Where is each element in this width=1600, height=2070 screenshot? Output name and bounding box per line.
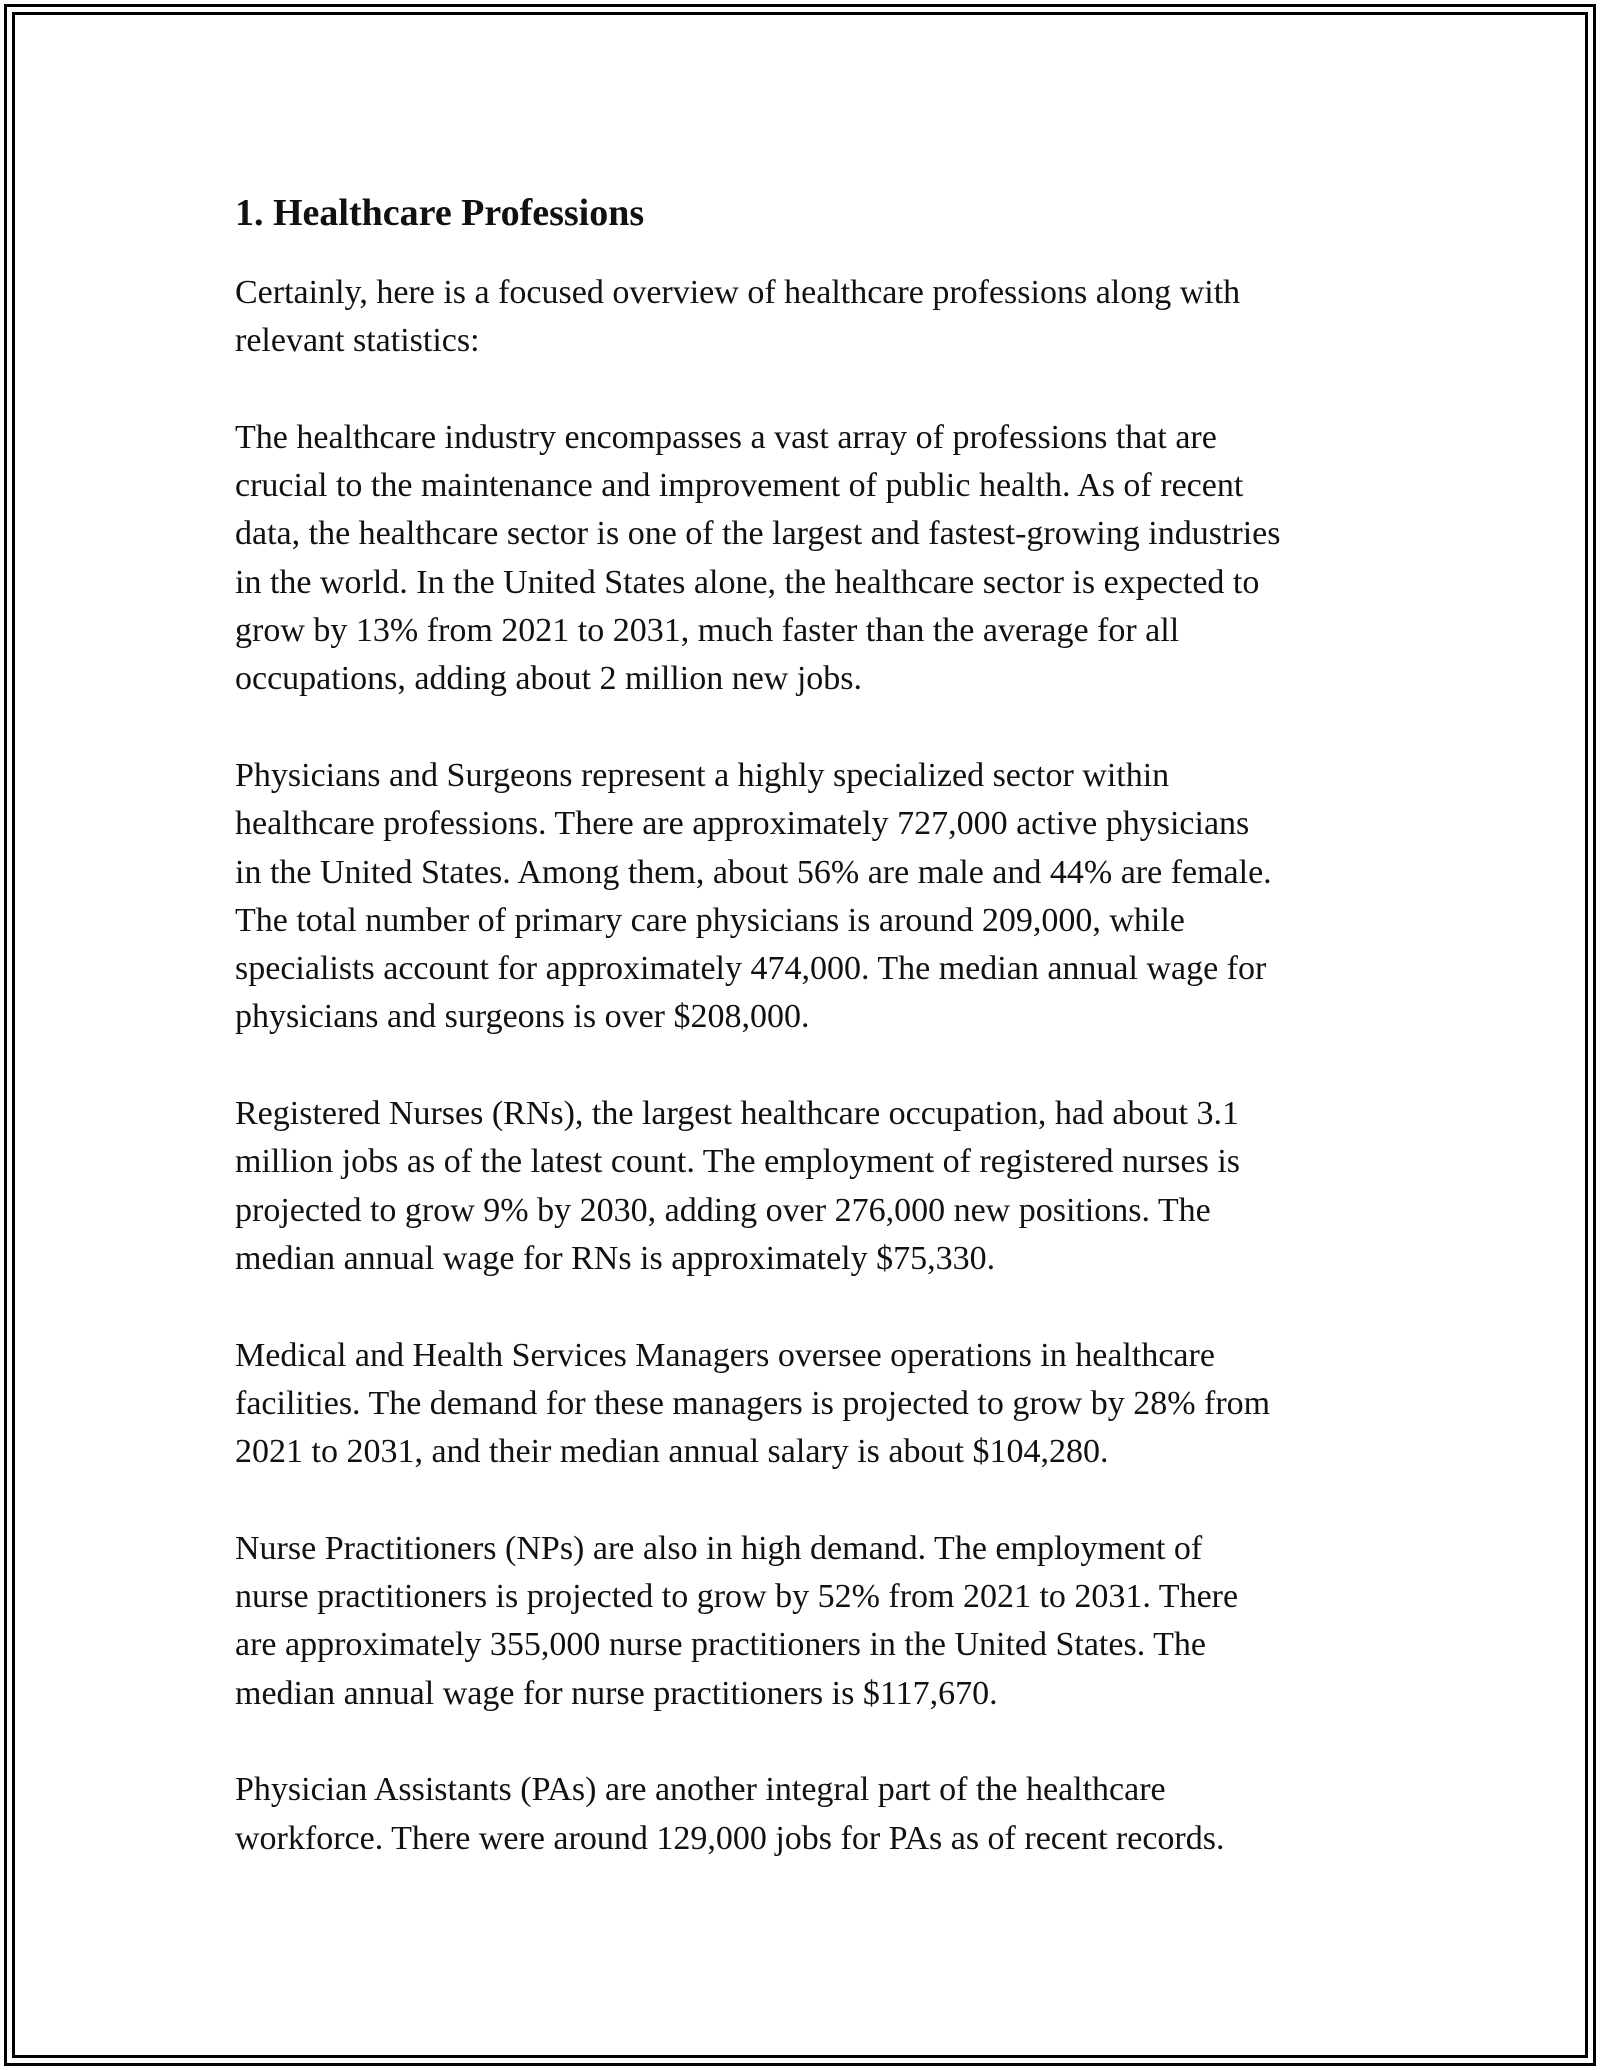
paragraph <box>235 1525 1370 1718</box>
paragraph-line: The total number of primary care physicians is around 209,000, while <box>235 901 1185 939</box>
paragraph-line: healthcare professions. There are approximately 727,000 active physicians <box>235 805 1250 843</box>
paragraph-line: physicians and surgeons is over $208,000. <box>235 998 810 1036</box>
paragraph-line: projected to grow 9% by 2030, adding over 276,000 new positions. The <box>235 1191 1211 1229</box>
paragraph-line: 2021 to 2031, and their median annual salary is about $104,280. <box>235 1433 1109 1471</box>
paragraph-line: are approximately 355,000 nurse practitioners in the United States. The <box>235 1626 1206 1664</box>
paragraph-line: median annual wage for RNs is approximately $75,330. <box>235 1239 996 1277</box>
paragraph <box>235 414 1370 704</box>
paragraph <box>235 1766 1370 1863</box>
paragraph-line: million jobs as of the latest count. The employment of registered nurses is <box>235 1143 1241 1181</box>
paragraph-line: Physicians and Surgeons represent a highly specialized sector within <box>235 756 1170 794</box>
paragraph-line: median annual wage for nurse practitioners is $117,670. <box>235 1674 998 1712</box>
paragraph <box>235 1090 1370 1283</box>
paragraph-line: in the United States. Among them, about 56% are male and 44% are female. <box>235 853 1272 891</box>
paragraph-line: data, the healthcare sector is one of the largest and fastest-growing industries <box>235 515 1281 553</box>
paragraph-line: Physician Assistants (PAs) are another integral part of the healthcare <box>235 1771 1166 1809</box>
paragraph-line: Registered Nurses (RNs), the largest healthcare occupation, had about 3.1 <box>235 1095 1239 1133</box>
paragraph-line: relevant statistics: <box>235 322 480 360</box>
paragraph <box>235 269 1370 366</box>
paragraph-line: grow by 13% from 2021 to 2031, much faster than the average for all <box>235 612 1180 650</box>
document-body <box>235 185 1370 1911</box>
paragraph-line: Medical and Health Services Managers oversee operations in healthcare <box>235 1336 1215 1374</box>
paragraph <box>235 752 1370 1042</box>
paragraph-line: crucial to the maintenance and improvement of public health. As of recent <box>235 467 1244 505</box>
paragraph-line: Certainly, here is a focused overview of healthcare professions along with <box>235 274 1241 311</box>
paragraph-line: in the world. In the United States alone, the healthcare sector is expected to <box>235 563 1260 601</box>
paragraph-line: The healthcare industry encompasses a vast array of professions that are <box>235 418 1217 456</box>
paragraph-line: Nurse Practitioners (NPs) are also in high demand. The employment of <box>235 1529 1203 1567</box>
paragraph-list <box>235 269 1370 1863</box>
paragraph-line: occupations, adding about 2 million new jobs. <box>235 660 863 698</box>
paragraph-line: facilities. The demand for these managers is projected to grow by 28% from <box>235 1384 1271 1422</box>
paragraph-line: specialists account for approximately 474,000. The median annual wage for <box>235 950 1267 988</box>
paragraph <box>235 1332 1370 1477</box>
paragraph-line: nurse practitioners is projected to grow by 52% from 2021 to 2031. There <box>235 1578 1239 1616</box>
section-heading: 1. Healthcare Professions <box>235 192 645 234</box>
paragraph-line: workforce. There were around 129,000 jobs for PAs as of recent records. <box>235 1819 1225 1857</box>
